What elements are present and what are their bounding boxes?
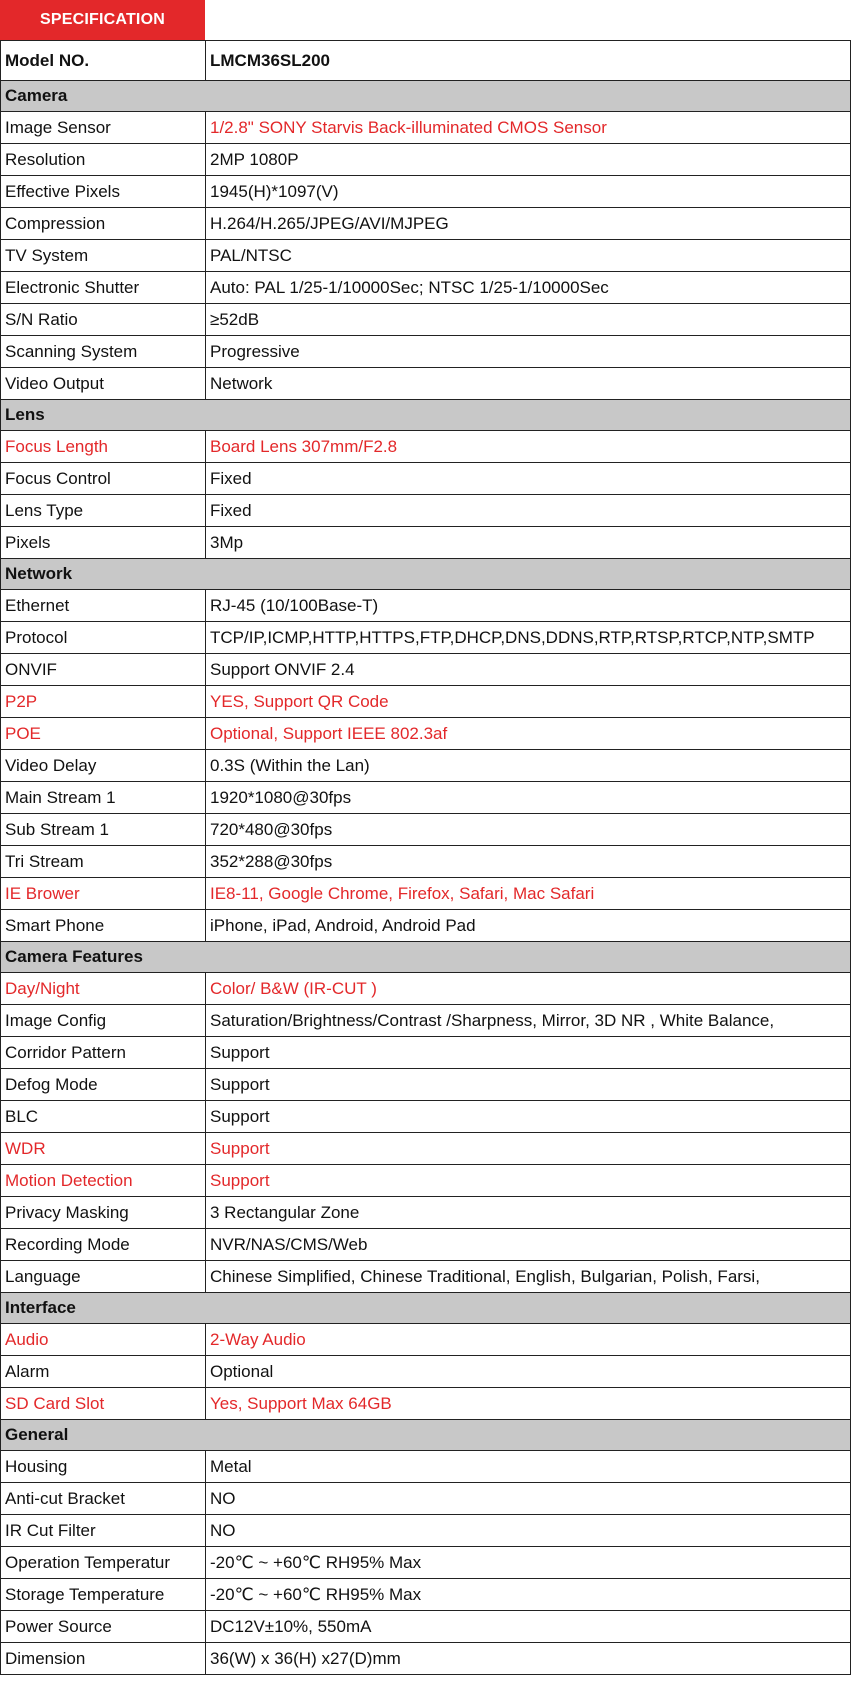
model-value: LMCM36SL200 <box>206 41 851 81</box>
section-header <box>1 942 851 973</box>
spec-row <box>1 718 851 750</box>
spec-label: Protocol <box>1 622 206 654</box>
spec-label: Image Config <box>1 1005 206 1037</box>
model-label: Model NO. <box>1 41 206 81</box>
section-title: Camera <box>1 81 851 112</box>
spec-label: Effective Pixels <box>1 176 206 208</box>
spec-label: Motion Detection <box>1 1165 206 1197</box>
section-title: Network <box>1 559 851 590</box>
spec-label: Anti-cut Bracket <box>1 1483 206 1515</box>
spec-label: Power Source <box>1 1611 206 1643</box>
section-header <box>1 400 851 431</box>
spec-row <box>1 112 851 144</box>
spec-label: Sub Stream 1 <box>1 814 206 846</box>
spec-row <box>1 1324 851 1356</box>
spec-label: Compression <box>1 208 206 240</box>
spec-label: Electronic Shutter <box>1 272 206 304</box>
spec-value: Support <box>206 1069 851 1101</box>
spec-value: Fixed <box>206 463 851 495</box>
spec-row <box>1 750 851 782</box>
spec-value: Support <box>206 1037 851 1069</box>
spec-row <box>1 1165 851 1197</box>
spec-row <box>1 1069 851 1101</box>
spec-row <box>1 1037 851 1069</box>
spec-row <box>1 622 851 654</box>
spec-value: 1/2.8" SONY Starvis Back-illuminated CMOS Sensor <box>206 112 851 144</box>
spec-value: Optional <box>206 1356 851 1388</box>
section-header <box>1 1293 851 1324</box>
spec-row <box>1 336 851 368</box>
spec-value: Support <box>206 1101 851 1133</box>
spec-row <box>1 1261 851 1293</box>
spec-row <box>1 1229 851 1261</box>
spec-label: ONVIF <box>1 654 206 686</box>
spec-row <box>1 1451 851 1483</box>
spec-value: -20℃ ~ +60℃ RH95% Max <box>206 1579 851 1611</box>
spec-row <box>1 1388 851 1420</box>
spec-value: -20℃ ~ +60℃ RH95% Max <box>206 1547 851 1579</box>
spec-label: IR Cut Filter <box>1 1515 206 1547</box>
spec-value: Support <box>206 1133 851 1165</box>
spec-row <box>1 1356 851 1388</box>
spec-label: P2P <box>1 686 206 718</box>
spec-row <box>1 240 851 272</box>
spec-row <box>1 304 851 336</box>
spec-label: S/N Ratio <box>1 304 206 336</box>
spec-label: Operation Temperatur <box>1 1547 206 1579</box>
spec-value: 3 Rectangular Zone <box>206 1197 851 1229</box>
section-title: General <box>1 1420 851 1451</box>
spec-value: Yes, Support Max 64GB <box>206 1388 851 1420</box>
spec-value: Network <box>206 368 851 400</box>
spec-value: 352*288@30fps <box>206 846 851 878</box>
spec-row <box>1 495 851 527</box>
spec-label: Privacy Masking <box>1 1197 206 1229</box>
section-header <box>1 559 851 590</box>
spec-row <box>1 878 851 910</box>
spec-label: Day/Night <box>1 973 206 1005</box>
spec-label: Pixels <box>1 527 206 559</box>
spec-label: IE Brower <box>1 878 206 910</box>
section-title: Lens <box>1 400 851 431</box>
spec-row <box>1 272 851 304</box>
spec-row <box>1 1483 851 1515</box>
spec-value: 720*480@30fps <box>206 814 851 846</box>
spec-label: Language <box>1 1261 206 1293</box>
spec-row <box>1 368 851 400</box>
spec-row <box>1 686 851 718</box>
spec-value: Fixed <box>206 495 851 527</box>
spec-row <box>1 1579 851 1611</box>
spec-value: YES, Support QR Code <box>206 686 851 718</box>
spec-value: Metal <box>206 1451 851 1483</box>
specification-badge: SPECIFICATION <box>0 0 205 40</box>
spec-row <box>1 654 851 686</box>
spec-row <box>1 208 851 240</box>
spec-row <box>1 463 851 495</box>
spec-value: Support ONVIF 2.4 <box>206 654 851 686</box>
spec-label: Audio <box>1 1324 206 1356</box>
model-row <box>1 41 851 81</box>
spec-value: 0.3S (Within the Lan) <box>206 750 851 782</box>
spec-row <box>1 431 851 463</box>
spec-label: Alarm <box>1 1356 206 1388</box>
spec-row <box>1 846 851 878</box>
spec-label: Storage Temperature <box>1 1579 206 1611</box>
spec-row <box>1 1197 851 1229</box>
spec-row <box>1 176 851 208</box>
spec-value: Support <box>206 1165 851 1197</box>
spec-label: Defog Mode <box>1 1069 206 1101</box>
spec-value: RJ-45 (10/100Base-T) <box>206 590 851 622</box>
spec-value: 2-Way Audio <box>206 1324 851 1356</box>
spec-label: Smart Phone <box>1 910 206 942</box>
section-title: Camera Features <box>1 942 851 973</box>
spec-row <box>1 590 851 622</box>
spec-value: Optional, Support IEEE 802.3af <box>206 718 851 750</box>
spec-label: Focus Length <box>1 431 206 463</box>
spec-value: 1920*1080@30fps <box>206 782 851 814</box>
spec-row <box>1 1005 851 1037</box>
spec-label: Main Stream 1 <box>1 782 206 814</box>
spec-row <box>1 144 851 176</box>
spec-label: WDR <box>1 1133 206 1165</box>
spec-label: Housing <box>1 1451 206 1483</box>
spec-value: 3Mp <box>206 527 851 559</box>
spec-row <box>1 814 851 846</box>
spec-label: Scanning System <box>1 336 206 368</box>
spec-label: Image Sensor <box>1 112 206 144</box>
spec-value: DC12V±10%, 550mA <box>206 1611 851 1643</box>
section-header <box>1 81 851 112</box>
spec-value: Saturation/Brightness/Contrast /Sharpness, Mirror, 3D NR , White Balance, <box>206 1005 851 1037</box>
spec-row <box>1 1101 851 1133</box>
spec-row <box>1 527 851 559</box>
spec-value: ≥52dB <box>206 304 851 336</box>
spec-label: Focus Control <box>1 463 206 495</box>
spec-table <box>0 40 851 1675</box>
spec-label: Dimension <box>1 1643 206 1675</box>
spec-value: IE8-11, Google Chrome, Firefox, Safari, Mac Safari <box>206 878 851 910</box>
spec-label: BLC <box>1 1101 206 1133</box>
spec-label: Lens Type <box>1 495 206 527</box>
spec-label: TV System <box>1 240 206 272</box>
spec-label: Corridor Pattern <box>1 1037 206 1069</box>
spec-label: Tri Stream <box>1 846 206 878</box>
spec-row <box>1 1547 851 1579</box>
spec-value: Color/ B&W (IR-CUT ) <box>206 973 851 1005</box>
spec-value: Auto: PAL 1/25-1/10000Sec; NTSC 1/25-1/10000Sec <box>206 272 851 304</box>
spec-table-body <box>1 41 851 1675</box>
spec-value: iPhone, iPad, Android, Android Pad <box>206 910 851 942</box>
spec-value: 36(W) x 36(H) x27(D)mm <box>206 1643 851 1675</box>
spec-label: SD Card Slot <box>1 1388 206 1420</box>
spec-value: 2MP 1080P <box>206 144 851 176</box>
spec-value: TCP/IP,ICMP,HTTP,HTTPS,FTP,DHCP,DNS,DDNS,RTP,RTSP,RTCP,NTP,SMTP <box>206 622 851 654</box>
spec-row <box>1 782 851 814</box>
spec-value: NO <box>206 1515 851 1547</box>
spec-row <box>1 1515 851 1547</box>
spec-label: Resolution <box>1 144 206 176</box>
spec-value: H.264/H.265/JPEG/AVI/MJPEG <box>206 208 851 240</box>
spec-label: POE <box>1 718 206 750</box>
spec-row <box>1 910 851 942</box>
spec-value: PAL/NTSC <box>206 240 851 272</box>
spec-value: NO <box>206 1483 851 1515</box>
spec-label: Recording Mode <box>1 1229 206 1261</box>
spec-label: Video Output <box>1 368 206 400</box>
section-header <box>1 1420 851 1451</box>
spec-row <box>1 1133 851 1165</box>
spec-value: Chinese Simplified, Chinese Traditional, English, Bulgarian, Polish, Farsi, <box>206 1261 851 1293</box>
spec-value: NVR/NAS/CMS/Web <box>206 1229 851 1261</box>
spec-row <box>1 973 851 1005</box>
spec-row <box>1 1643 851 1675</box>
spec-row <box>1 1611 851 1643</box>
section-title: Interface <box>1 1293 851 1324</box>
spec-value: Board Lens 307mm/F2.8 <box>206 431 851 463</box>
spec-value: 1945(H)*1097(V) <box>206 176 851 208</box>
spec-value: Progressive <box>206 336 851 368</box>
spec-label: Ethernet <box>1 590 206 622</box>
spec-label: Video Delay <box>1 750 206 782</box>
